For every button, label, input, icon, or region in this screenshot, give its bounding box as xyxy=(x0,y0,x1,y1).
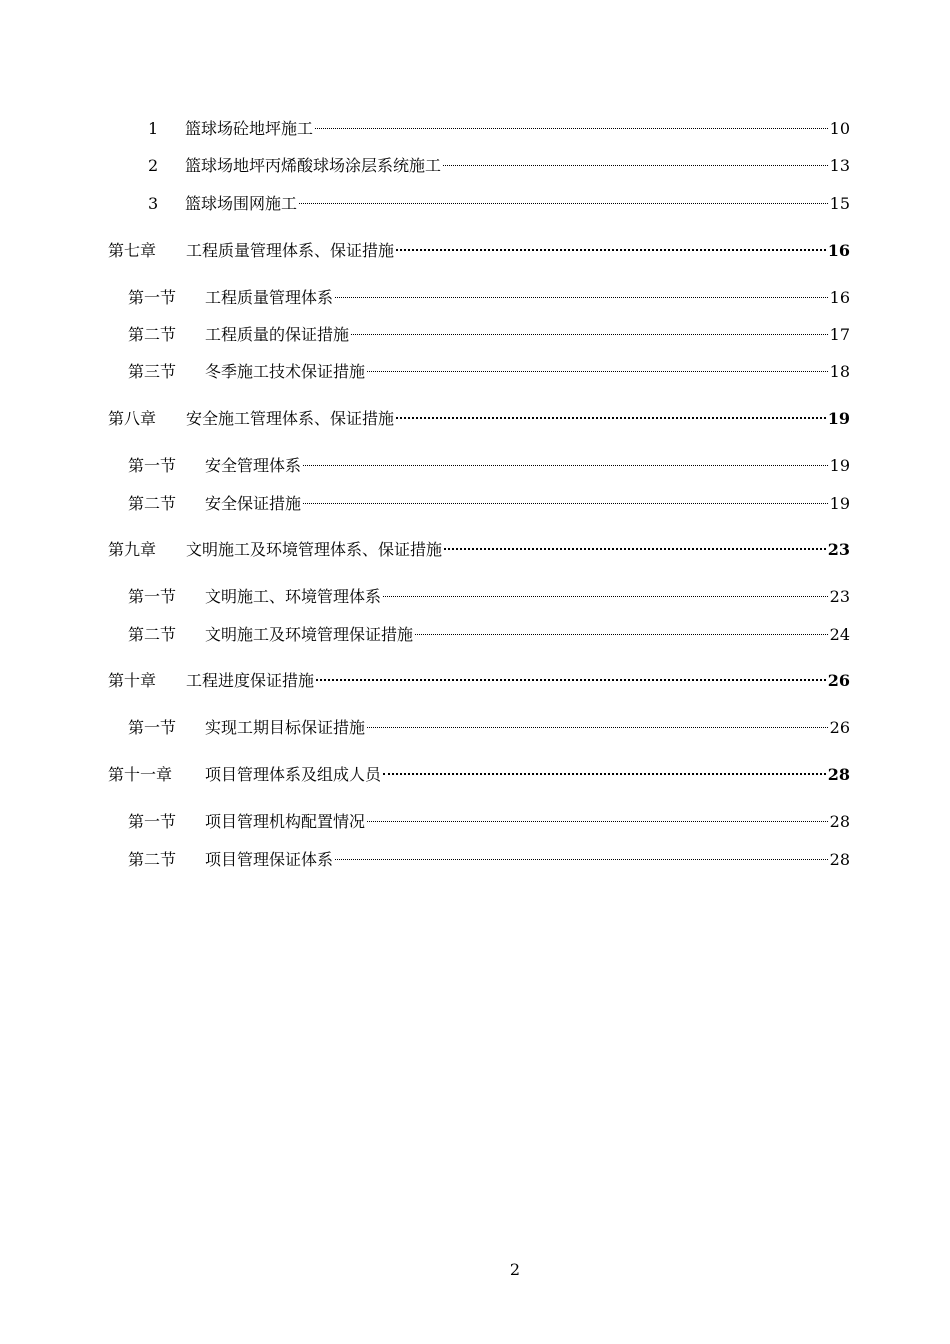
toc-leader-dots xyxy=(303,489,828,509)
toc-chapter-11[interactable] xyxy=(108,760,850,785)
toc-section-page: 26 xyxy=(829,718,850,737)
toc-section-title: 文明施工及环境管理保证措施 xyxy=(205,625,414,644)
toc-section-title: 文明施工、环境管理体系 xyxy=(205,587,382,606)
toc-chapter-page: 19 xyxy=(827,409,850,428)
toc-leader-dots xyxy=(396,236,826,256)
toc-section-title: 项目管理机构配置情况 xyxy=(205,812,366,831)
toc-chapter-title: 工程质量管理体系、保证措施 xyxy=(186,241,395,260)
toc-item-number: 1 xyxy=(148,119,159,138)
toc-chapter-number: 第十章 xyxy=(108,671,157,690)
toc-section-page: 24 xyxy=(829,625,850,644)
toc-leader-dots xyxy=(367,713,828,733)
toc-chapter-10[interactable] xyxy=(108,666,850,691)
toc-section-title: 安全保证措施 xyxy=(205,494,302,513)
toc-section-number: 第一节 xyxy=(128,587,177,606)
toc-leader-dots xyxy=(415,620,828,640)
toc-section-title: 实现工期目标保证措施 xyxy=(205,718,366,737)
toc-section-number: 第一节 xyxy=(128,288,177,307)
toc-section-number: 第二节 xyxy=(128,325,177,344)
toc-section[interactable] xyxy=(128,582,850,607)
toc-section-title: 项目管理保证体系 xyxy=(205,850,334,869)
toc-item-page: 15 xyxy=(829,194,850,213)
toc-section-title: 工程质量管理体系 xyxy=(205,288,334,307)
toc-leader-dots xyxy=(335,283,828,303)
toc-item-page: 13 xyxy=(829,156,850,175)
toc-section-number: 第二节 xyxy=(128,850,177,869)
toc-section-number: 第一节 xyxy=(128,456,177,475)
toc-section-page: 23 xyxy=(829,587,850,606)
toc-leader-dots xyxy=(303,451,828,471)
toc-chapter-title: 安全施工管理体系、保证措施 xyxy=(186,409,395,428)
toc-section-page: 19 xyxy=(829,494,850,513)
toc-section[interactable] xyxy=(128,713,850,738)
toc-item-number: 3 xyxy=(148,194,159,213)
toc-section[interactable] xyxy=(128,845,850,870)
toc-item[interactable] xyxy=(148,114,850,139)
toc-section-number: 第二节 xyxy=(128,625,177,644)
toc-item-title: 篮球场砼地坪施工 xyxy=(185,119,314,138)
toc-chapter-number: 第九章 xyxy=(108,540,157,559)
toc-leader-dots xyxy=(444,535,826,555)
toc-item[interactable] xyxy=(148,189,850,214)
toc-leader-dots xyxy=(396,404,826,424)
toc-chapter-page: 23 xyxy=(827,540,850,559)
toc-section-page: 28 xyxy=(829,850,850,869)
toc-chapter-number: 第七章 xyxy=(108,241,157,260)
toc-chapter-title: 项目管理体系及组成人员 xyxy=(205,765,382,784)
toc-section-title: 冬季施工技术保证措施 xyxy=(205,362,366,381)
toc-leader-dots xyxy=(299,189,828,209)
toc-section-number: 第一节 xyxy=(128,718,177,737)
toc-item-page: 10 xyxy=(829,119,850,138)
toc-leader-dots xyxy=(443,151,828,171)
toc-section-number: 第三节 xyxy=(128,362,177,381)
toc-chapter-number: 第八章 xyxy=(108,409,157,428)
toc-item-title: 篮球场围网施工 xyxy=(185,194,298,213)
toc-chapter-page: 28 xyxy=(827,765,850,784)
toc-leader-dots xyxy=(351,320,828,340)
toc-section[interactable] xyxy=(128,451,850,476)
page-number: 2 xyxy=(509,1260,521,1279)
toc-section-number: 第二节 xyxy=(128,494,177,513)
toc-section-page: 19 xyxy=(829,456,850,475)
toc-section[interactable] xyxy=(128,807,850,832)
toc-leader-dots xyxy=(335,845,828,865)
toc-section[interactable] xyxy=(128,489,850,514)
toc-leader-dots xyxy=(367,807,828,827)
toc-chapter-title: 工程进度保证措施 xyxy=(186,671,315,690)
toc-chapter-number: 第十一章 xyxy=(108,765,173,784)
toc-section-title: 安全管理体系 xyxy=(205,456,302,475)
toc-chapter-page: 16 xyxy=(827,241,850,260)
toc-leader-dots xyxy=(383,760,826,780)
toc-leader-dots xyxy=(367,357,828,377)
toc-section-page: 18 xyxy=(829,362,850,381)
toc-item[interactable] xyxy=(148,151,850,176)
toc-item-title: 篮球场地坪丙烯酸球场涂层系统施工 xyxy=(185,156,442,175)
toc-chapter-9[interactable] xyxy=(108,535,850,560)
toc-leader-dots xyxy=(383,582,828,602)
toc-chapter-7[interactable] xyxy=(108,236,850,261)
toc-item-number: 2 xyxy=(148,156,159,175)
toc-section[interactable] xyxy=(128,357,850,382)
toc-chapter-8[interactable] xyxy=(108,404,850,429)
toc-section[interactable] xyxy=(128,620,850,645)
toc-section-title: 工程质量的保证措施 xyxy=(205,325,350,344)
toc-chapter-page: 26 xyxy=(827,671,850,690)
toc-section[interactable] xyxy=(128,320,850,345)
toc-section-page: 28 xyxy=(829,812,850,831)
toc-leader-dots xyxy=(315,114,828,134)
toc-section-number: 第一节 xyxy=(128,812,177,831)
toc-chapter-title: 文明施工及环境管理体系、保证措施 xyxy=(186,540,443,559)
toc-section-page: 17 xyxy=(829,325,850,344)
toc-section[interactable] xyxy=(128,283,850,308)
toc-leader-dots xyxy=(316,666,826,686)
toc-section-page: 16 xyxy=(829,288,850,307)
